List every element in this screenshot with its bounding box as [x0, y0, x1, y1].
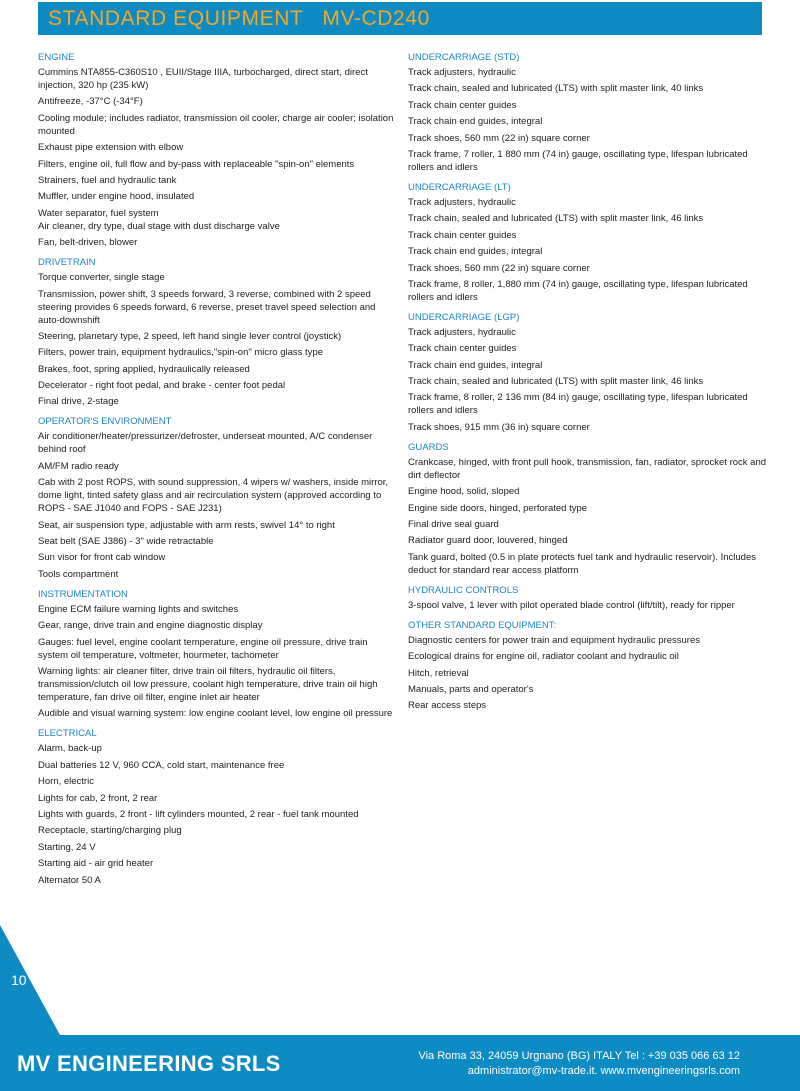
list-item: Gear, range, drive train and engine diagnostic display: [38, 620, 263, 632]
list-item: Tools compartment: [38, 568, 119, 580]
list-item: Tank guard, bolted (0.5 in plate protects fuel tank and hydraulic reservoir). Includes deduct for standard rear access platform: [408, 551, 756, 576]
list-item: Lights for cab, 2 front, 2 rear: [38, 792, 158, 804]
page-title: STANDARD EQUIPMENT MV-CD240: [48, 7, 430, 30]
list-item: Torque converter, single stage: [38, 272, 165, 284]
section-title: UNDERCARRIAGE (STD): [408, 52, 520, 63]
list-item: Crankcase, hinged, with front pull hook, transmission, fan, radiator, sprocket rock and dirt deflector: [408, 456, 767, 481]
section-undercarriage-lgp: [408, 311, 770, 434]
list-item: Alarm, back-up: [38, 743, 102, 755]
list-item: Rear access steps: [408, 700, 487, 712]
section-engine: [38, 51, 394, 249]
list-item: Lights with guards, 2 front - lift cylinders mounted, 2 rear - fuel tank mounted: [38, 808, 359, 820]
section-title: GUARDS: [408, 441, 449, 453]
list-item: Track chain end guides, integral: [408, 116, 543, 128]
list-item: Ecological drains for engine oil, radiator coolant and hydraulic oil: [408, 651, 679, 663]
list-item: Gauges: fuel level, engine coolant temperature, engine oil pressure, drive train system oil temperature, voltmeter, hourmeter, tachometer: [38, 636, 368, 661]
footer-bar: [0, 1035, 800, 1091]
list-item: Engine ECM failure warning lights and switches: [38, 603, 239, 615]
list-item: Transmission, power shift, 3 speeds forward, 3 reverse, combined with 2 speed steering provides 6 speeds forward, 6 reverse, preset travel speed selection and auto-downshift: [38, 288, 376, 326]
section-guards: [408, 441, 770, 577]
list-item: Radiator guard door, louvered, hinged: [408, 535, 568, 547]
list-item: Diagnostic centers for power train and equipment hydraulic pressures: [408, 634, 701, 646]
section-drivetrain: [38, 256, 394, 408]
list-item: Audible and visual warning system: low engine coolant level, low engine oil pressure: [38, 708, 393, 720]
list-item: 3-spool valve, 1 lever with pilot operated blade control (lift/tilt), ready for ripper: [408, 599, 735, 611]
list-item: Track shoes, 560 mm (22 in) square corner: [408, 132, 590, 144]
page-corner-shape: [0, 925, 60, 1035]
list-item: Steering, planetary type, 2 speed, left hand single lever control (joystick): [38, 330, 342, 342]
section-undercarriage-std: [408, 51, 770, 174]
list-item: Air conditioner/heater/pressurizer/defroster, underseat mounted, A/C condenser behind roof: [38, 431, 373, 456]
list-item: Fan, belt-driven, blower: [38, 237, 138, 249]
list-item: Seat, air suspension type, adjustable with arm rests, swivel 14° to right: [38, 519, 335, 531]
list-item: Receptacle, starting/charging plug: [38, 825, 182, 837]
list-item: Track chain end guides, integral: [408, 246, 543, 258]
list-item: Track frame, 8 roller, 1,880 mm (74 in) gauge, oscillating type, lifespan lubricated rollers and idlers: [408, 278, 748, 303]
page-number: 10: [11, 972, 27, 988]
section-title: ENGINE: [38, 52, 75, 63]
list-item: Starting, 24 V: [38, 841, 96, 853]
list-item: Horn, electric: [38, 776, 94, 788]
section-title: UNDERCARRIAGE (LT): [408, 181, 511, 193]
list-item: Track adjusters, hydraulic: [408, 326, 516, 338]
section-title: UNDERCARRIAGE (LGP): [408, 311, 520, 323]
list-item: Track adjusters, hydraulic: [408, 67, 516, 78]
list-item: Exhaust pipe extension with elbow: [38, 142, 184, 154]
list-item: Decelerator - right foot pedal, and brake - center foot pedal: [38, 380, 286, 392]
list-item: Filters, power train, equipment hydraulics,"spin-on" micro glass type: [38, 347, 323, 359]
list-item: Dual batteries 12 V, 960 CCA, cold start, maintenance free: [38, 759, 285, 771]
section-undercarriage-lt: [408, 181, 770, 304]
list-item: Final drive seal guard: [408, 519, 499, 531]
list-item: Track shoes, 915 mm (36 in) square corner: [408, 421, 590, 433]
list-item: AM/FM radio ready: [38, 460, 119, 472]
list-item: Track shoes, 560 mm (22 in) square corner: [408, 262, 590, 274]
list-item: Engine side doors, hinged, perforated type: [408, 502, 588, 514]
list-item: Track chain center guides: [408, 229, 517, 241]
list-item: Antifreeze, -37°C (-34°F): [38, 96, 143, 108]
section-title: ELECTRICAL: [38, 728, 97, 740]
section-electrical: [38, 727, 394, 886]
section-other-standard-equipment: [408, 619, 770, 713]
list-item: Cummins NTA855-C360S10 , EUII/Stage IIIA, turbocharged, direct start, direct injection, 320 hp (235 kW): [38, 67, 368, 91]
list-item: Muffler, under engine hood, insulated: [38, 191, 195, 203]
section-operators-environment: [38, 415, 394, 580]
list-item: Cooling module; includes radiator, transmission oil cooler, charge air cooler; isolation mounted: [38, 112, 394, 137]
left-column: [38, 51, 394, 894]
section-title: OPERATOR'S ENVIRONMENT: [38, 416, 172, 428]
section-title: DRIVETRAIN: [38, 257, 96, 269]
section-instrumentation: [38, 588, 394, 721]
list-item: Seat belt (SAE J386) - 3" wide retractable: [38, 536, 214, 548]
list-item: Track chain center guides: [408, 343, 517, 355]
list-item: Track chain, sealed and lubricated (LTS) with split master link, 40 links: [408, 83, 704, 95]
header-bar: [38, 2, 762, 35]
list-item: Track chain center guides: [408, 99, 517, 111]
address-line: Via Roma 33, 24059 Urgnano (BG) ITALY Tel : +39 035 066 63 12: [418, 1050, 740, 1062]
right-column: [408, 51, 770, 719]
section-title: OTHER STANDARD EQUIPMENT:: [408, 619, 557, 631]
section-hydraulic-controls: [408, 584, 770, 612]
section-title: HYDRAULIC CONTROLS: [408, 584, 519, 596]
list-item: Filters, engine oil, full flow and by-pass with replaceable "spin-on" elements: [38, 158, 355, 170]
list-item: Track chain, sealed and lubricated (LTS) with split master link, 46 links: [408, 376, 704, 388]
company-name: MV ENGINEERING SRLS: [17, 1051, 281, 1076]
contact-line: administrator@mv-trade.it. www.mvengineeringsrls.com: [467, 1065, 740, 1077]
list-item: Air cleaner, dry type, dual stage with dust discharge valve: [38, 220, 280, 232]
list-item: Manuals, parts and operator's: [408, 683, 534, 695]
list-item: Track chain, sealed and lubricated (LTS) with split master link, 46 links: [408, 213, 704, 225]
list-item: Track chain end guides, integral: [408, 359, 543, 371]
list-item: Engine hood, solid, sloped: [408, 486, 520, 498]
list-item: Track adjusters, hydraulic: [408, 196, 516, 208]
list-item: Warning lights: air cleaner filter, drive train oil filters, hydraulic oil filters, transmission/clutch oil low pressure, coolant high temperature, drive train oil high temperature, fan drive oil filter, engine inlet air heater: [38, 665, 378, 703]
list-item: Sun visor for front cab window: [38, 552, 166, 564]
section-title: INSTRUMENTATION: [38, 588, 128, 600]
list-item: Water separator, fuel system: [38, 207, 159, 219]
list-item: Strainers, fuel and hydraulic tank: [38, 174, 177, 186]
list-item: Final drive, 2-stage: [38, 396, 119, 408]
list-item: Starting aid - air grid heater: [38, 858, 154, 870]
list-item: Track frame, 8 roller, 2 136 mm (84 in) gauge, oscillating type, lifespan lubricated rollers and idlers: [408, 392, 748, 417]
list-item: Track frame, 7 roller, 1 880 mm (74 in) gauge, oscillating type, lifespan lubricated rollers and idlers: [408, 148, 748, 173]
list-item: Alternator 50 A: [38, 874, 101, 886]
footer-address: [418, 1049, 740, 1079]
list-item: Hitch, retrieval: [408, 667, 469, 679]
list-item: Brakes, foot, spring applied, hydraulically released: [38, 363, 250, 375]
list-item: Cab with 2 post ROPS, with sound suppression, 4 wipers w/ washers, inside mirror, dome light, tinted safety glass and air recirculation system (approved according to ROPS - SAE J1040 and FOPS - SAE J231): [38, 477, 389, 515]
